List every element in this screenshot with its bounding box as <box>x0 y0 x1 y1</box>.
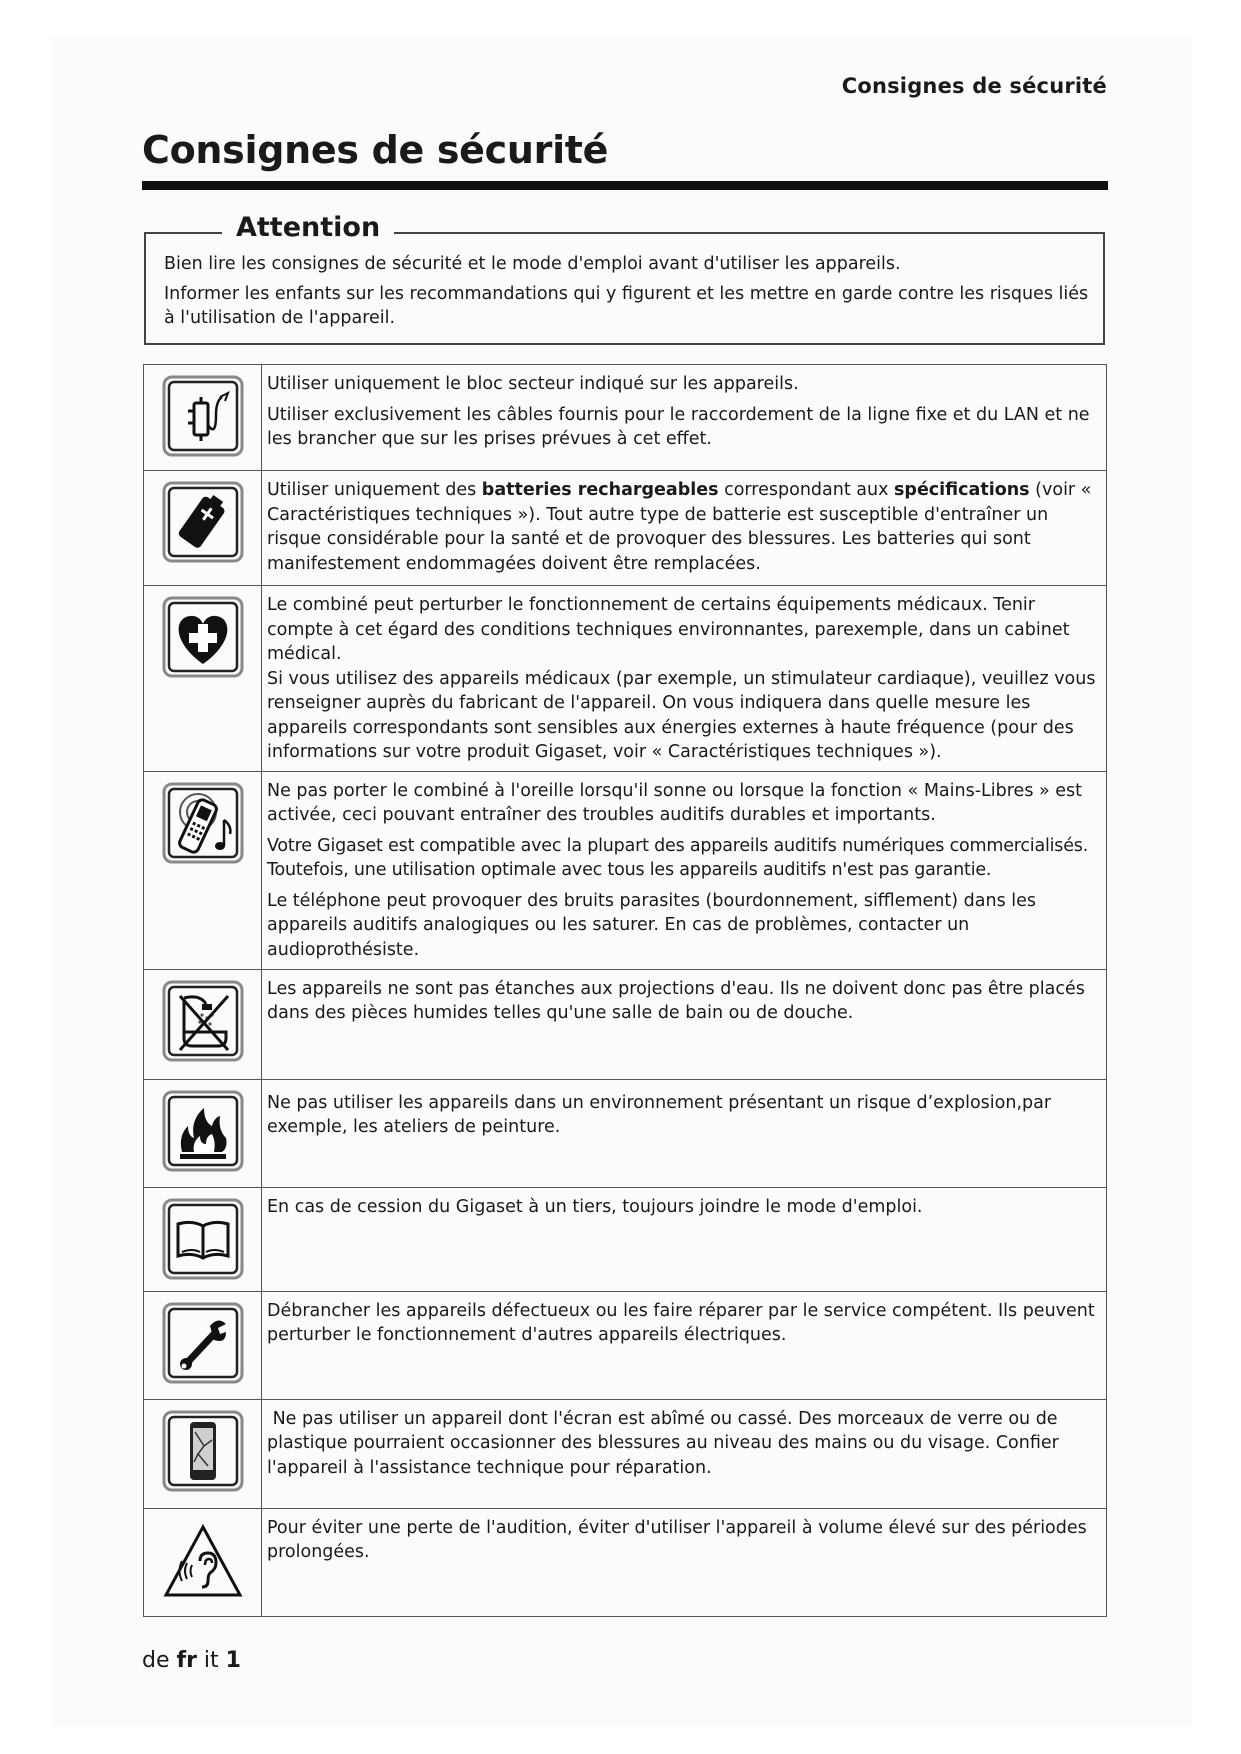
table-row <box>144 969 1107 1079</box>
safety-table <box>143 364 1107 1617</box>
no-water-icon <box>162 980 244 1062</box>
page-footer <box>142 1648 241 1673</box>
medical-heart-icon <box>162 596 244 678</box>
table-row <box>144 471 1107 586</box>
handset-ringing-icon <box>162 782 244 864</box>
attention-text <box>164 252 1094 336</box>
safety-text: Le combiné peut perturber le fonctionnement de certains équipements médicaux. Tenir compte à cet égard des conditions techniques environnantes, parexemple, dans un cabinet médical. <box>267 595 1070 664</box>
safety-text: Utiliser exclusivement les câbles fournis pour le raccordement de la ligne fixe et du LAN et ne les brancher que sur les prises prévues à cet effet. <box>267 404 1090 449</box>
bold-term: batteries rechargeables <box>481 480 719 500</box>
safety-text: Si vous utilisez des appareils médicaux (par exemple, un stimulateur cardiaque), veuillez vous renseigner auprès du fabricant de l'appareil. On vous indiquera dans quelle mesure les appareils correspondants sont sensibles aux énergies externes à haute fréquence (pour des informations sur votre produit Gigaset, voir « Caractéristiques techniques »). <box>267 668 1096 762</box>
safety-text: Votre Gigaset est compatible avec la plupart des appareils auditifs numériques commercialisés. Toutefois, une utilisation optimale avec tous les appareils auditifs n'est pas garantie. <box>267 835 1089 880</box>
attention-title: Attention <box>222 212 394 243</box>
footer-lang-it: it <box>203 1648 219 1673</box>
safety-text: Utiliser uniquement des batteries rechargeables correspondant aux spécifications (voir « Caractéristiques techniques »). Tout autre type de batterie est susceptible d'entraîner un risque considérable pour la santé et de provoquer des blessures. Les batteries qui sont manifestement endommagées doivent être remplacées. <box>267 480 1092 574</box>
hearing-warning-icon <box>162 1521 244 1603</box>
safety-text: Ne pas porter le combiné à l'oreille lorsqu'il sonne ou lorsque la fonction « Mains-Libres » est activée, ceci pouvant entraîner des troubles auditifs durables et importants. <box>267 780 1083 825</box>
manual-book-icon <box>162 1198 244 1280</box>
bold-term: spécifications <box>894 480 1030 500</box>
wrench-icon <box>162 1302 244 1384</box>
safety-text: Les appareils ne sont pas étanches aux projections d'eau. Ils ne doivent donc pas être placés dans des pièces humides telles qu'une salle de bain ou de douche. <box>267 978 1085 1023</box>
safety-text: Utiliser uniquement le bloc secteur indiqué sur les appareils. <box>267 374 799 394</box>
safety-text: Débrancher les appareils défectueux ou les faire réparer par le service compétent. Ils peuvent perturber le fonctionnement d'autres appareils électriques. <box>267 1300 1095 1345</box>
attention-line: Bien lire les consignes de sécurité et le mode d'emploi avant d'utiliser les appareils. <box>164 254 901 274</box>
safety-text: Ne pas utiliser les appareils dans un environnement présentant un risque d’explosion,par exemple, les ateliers de peinture. <box>267 1092 1052 1137</box>
footer-lang-de: de <box>142 1648 170 1673</box>
table-row <box>144 365 1107 471</box>
safety-text: Pour éviter une perte de l'audition, éviter d'utiliser l'appareil à volume élevé sur des périodes prolongées. <box>267 1517 1087 1562</box>
page-number: 1 <box>225 1648 241 1673</box>
attention-line: Informer les enfants sur les recommandations qui y figurent et les mettre en garde contre les risques liés à l'utilisation de l'appareil. <box>164 284 1089 328</box>
footer-lang-fr: fr <box>176 1648 197 1673</box>
table-row <box>144 1079 1107 1187</box>
table-row <box>144 1508 1107 1616</box>
safety-text: Le téléphone peut provoquer des bruits parasites (bourdonnement, sifflement) dans les appareils auditifs analogiques ou les saturer. En cas de problèmes, contacter un audioprothésiste. <box>267 890 1037 960</box>
table-row <box>144 586 1107 772</box>
title-rule <box>142 181 1108 190</box>
safety-text: En cas de cession du Gigaset à un tiers, toujours joindre le mode d'emploi. <box>267 1196 923 1217</box>
running-header: Consignes de sécurité <box>841 74 1107 98</box>
table-row <box>144 1291 1107 1399</box>
table-row <box>144 771 1107 969</box>
power-adapter-icon <box>162 375 244 457</box>
broken-screen-icon <box>162 1410 244 1492</box>
explosion-flame-icon <box>162 1090 244 1172</box>
page-title: Consignes de sécurité <box>142 128 609 172</box>
battery-icon <box>162 481 244 563</box>
table-row <box>144 1399 1107 1508</box>
safety-text: Ne pas utiliser un appareil dont l'écran est abîmé ou cassé. Des morceaux de verre ou de plastique pourraient occasionner des blessures au niveau des mains ou du visage. Confier l'appareil à l'assistance technique pour réparation. <box>267 1408 1065 1478</box>
table-row <box>144 1187 1107 1291</box>
